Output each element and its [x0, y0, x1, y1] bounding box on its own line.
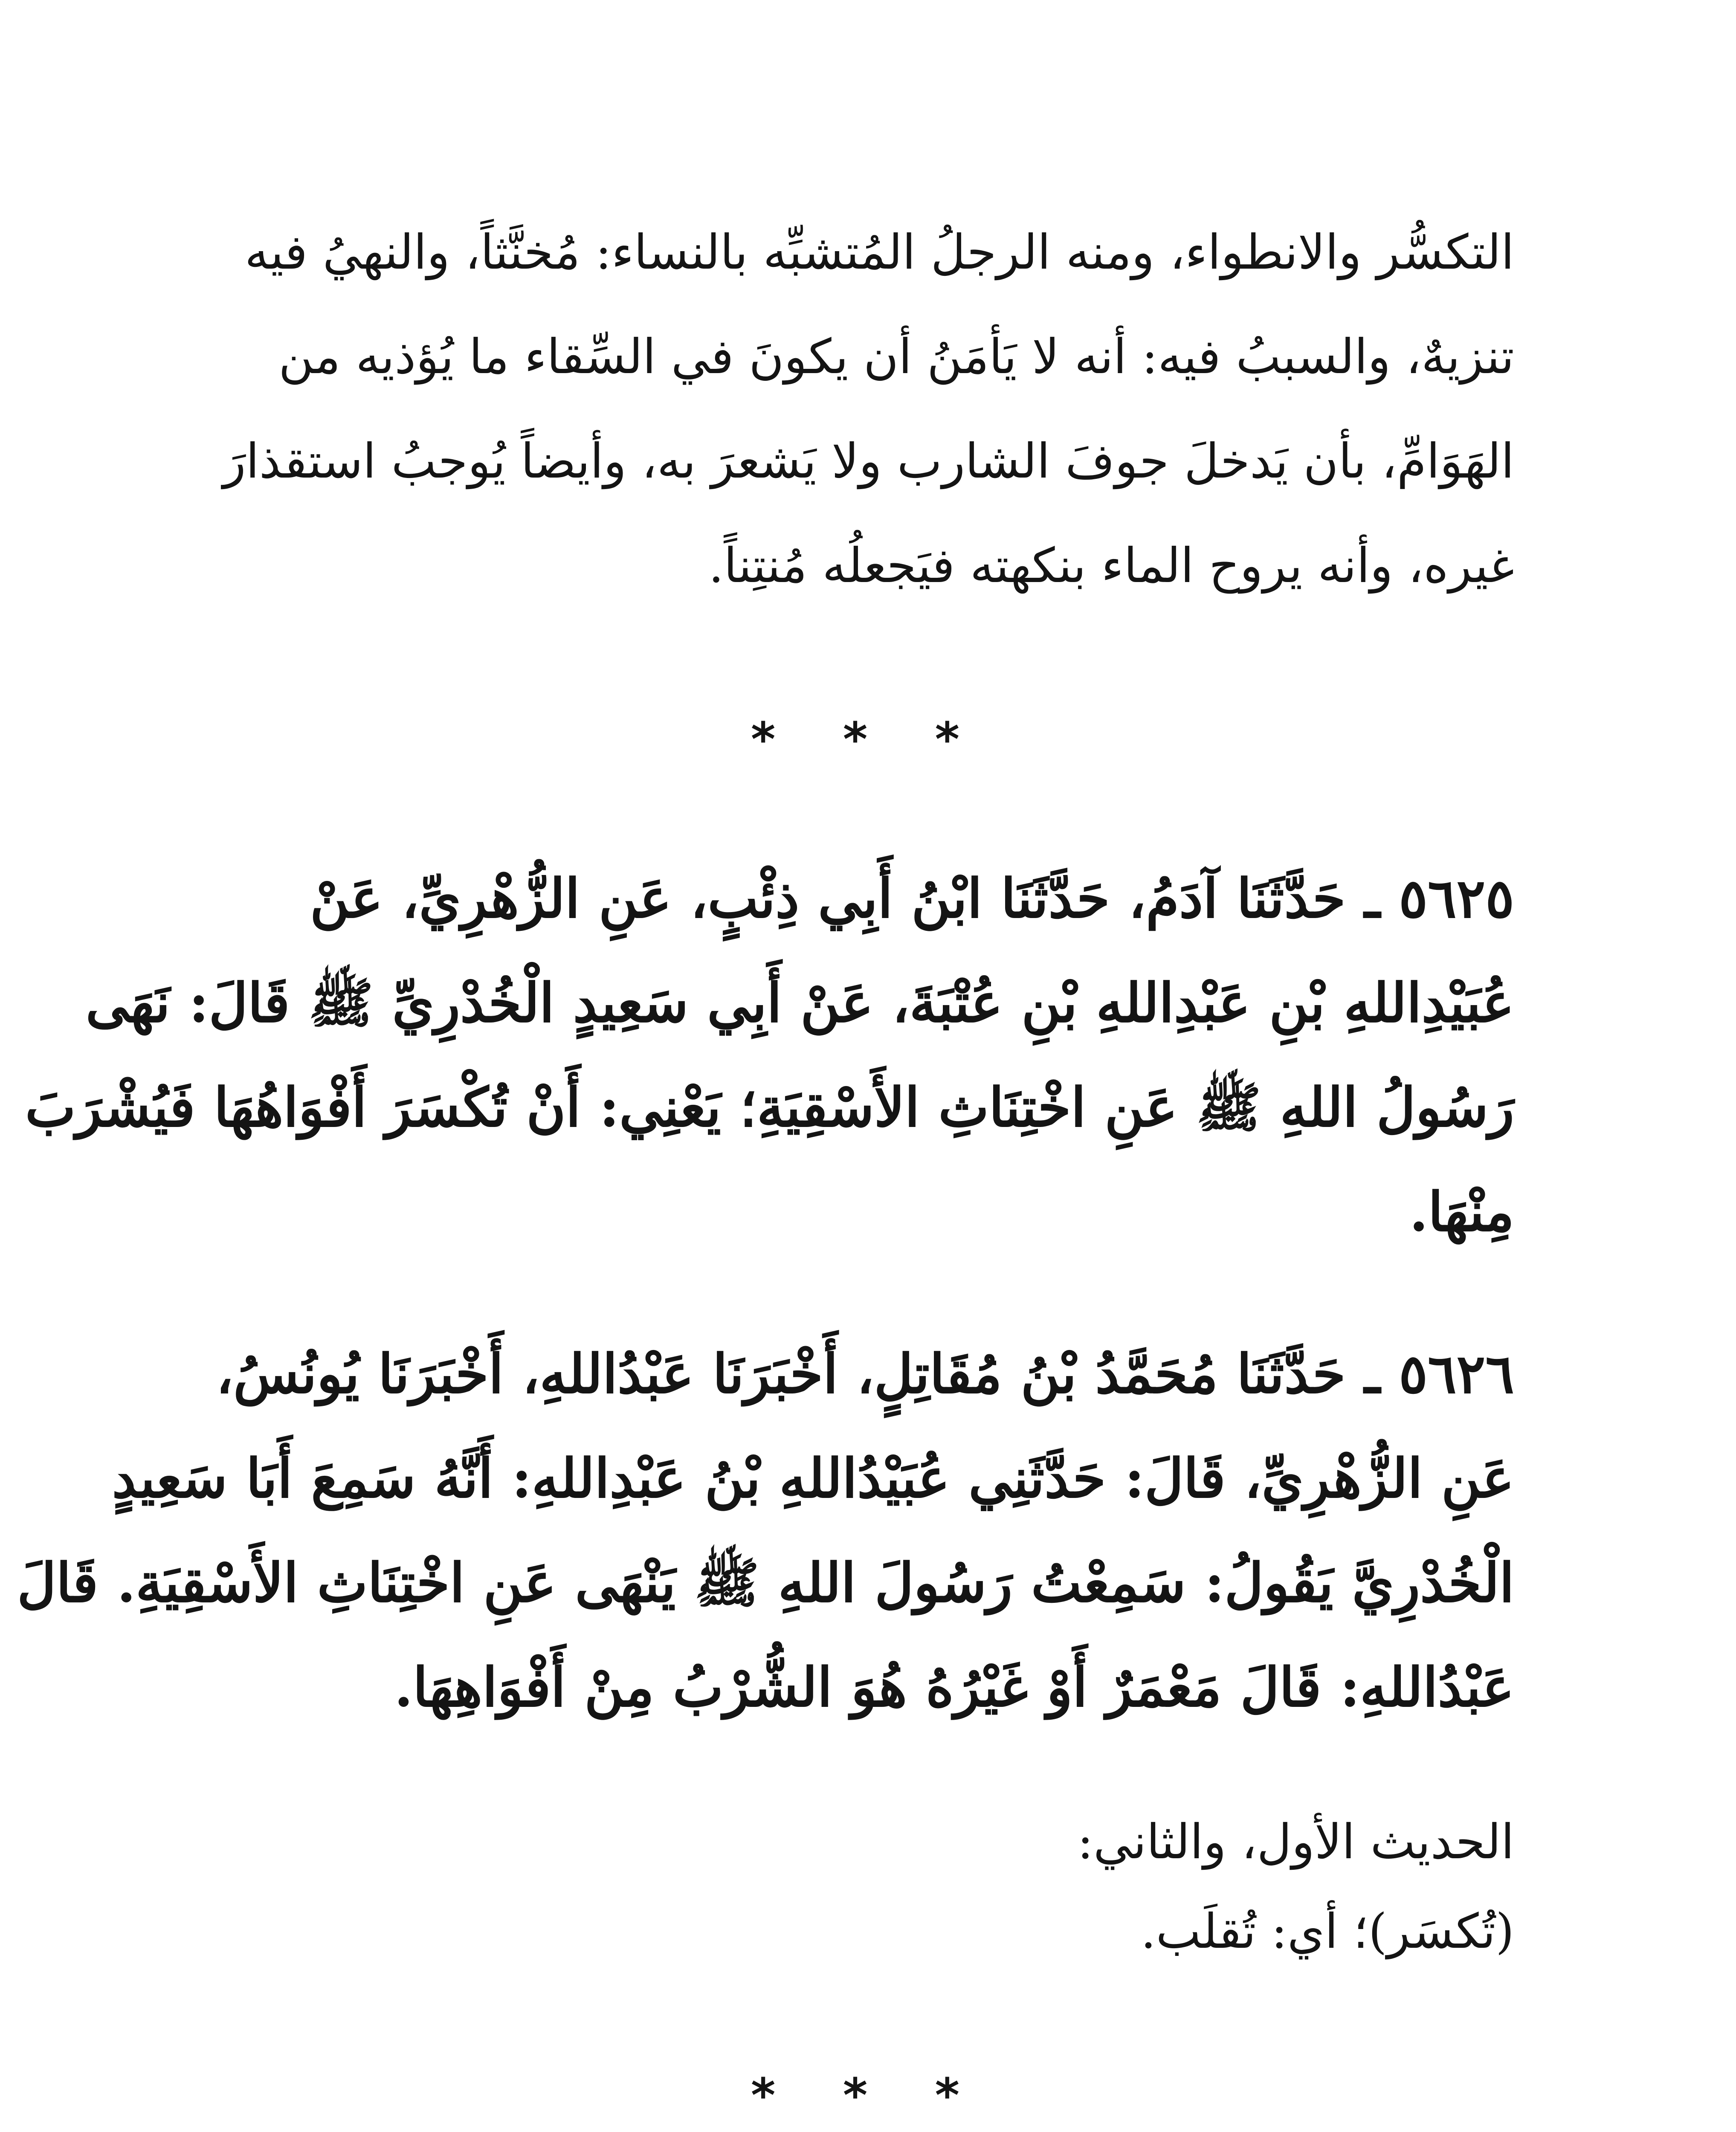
hadith-5626 — [17, 1322, 1514, 1740]
hadith-line: ٥٦٢٥ ـ حَدَّثَنَا آدَمُ، حَدَّثَنَا ابْنُ أَبِي ذِئْبٍ، عَنِ الزُّهْرِيِّ، عَنْ — [310, 867, 1514, 930]
hadith-line: ٥٦٢٦ ـ حَدَّثَنَا مُحَمَّدُ بْنُ مُقَاتِلٍ، أَخْبَرَنَا عَبْدُاللهِ، أَخْبَرَنَا يُونُسُ، — [216, 1342, 1514, 1405]
hadith-line: عُبَيْدِاللهِ بْنِ عَبْدِاللهِ بْنِ عُتْبَةَ، عَنْ أَبِي سَعِيدٍ الْخُدْرِيِّ ﷺ قَالَ: نَهَى — [85, 971, 1514, 1034]
commentary-line: غيره، وأنه يروح الماء بنكهته فيَجعلُه مُنتِناً. — [708, 538, 1514, 594]
hadith-line: مِنْهَا. — [1409, 1180, 1514, 1243]
section-separator: * * * — [751, 2068, 985, 2123]
hadith-line: عَبْدُاللهِ: قَالَ مَعْمَرٌ أَوْ غَيْرُهُ هُوَ الشُّرْبُ مِنْ أَفْوَاهِهَا. — [394, 1656, 1514, 1719]
commentary-line: تنزيهٌ، والسببُ فيه: أنه لا يَأمَنُ أن يكونَ في السِّقاء ما يُؤذيه من — [278, 329, 1514, 385]
hadith-line: رَسُولُ اللهِ ﷺ عَنِ اخْتِنَاثِ الأَسْقِيَةِ؛ يَعْنِي: أَنْ تُكْسَرَ أَفْوَاهُهَا فَيُشْرَبَ — [25, 1076, 1514, 1139]
explanation-note — [235, 1797, 1514, 1976]
section-separator: * * * — [751, 712, 985, 767]
commentary-line: الهَوَامِّ، بأن يَدخلَ جوفَ الشارب ولا يَشعرَ به، وأيضاً يُوجبُ استقذارَ — [223, 434, 1514, 489]
commentary-paragraph — [223, 200, 1514, 618]
note-line: (تُكسَر)؛ أي: تُقلَب. — [1141, 1904, 1514, 1959]
hadith-5625 — [25, 846, 1514, 1264]
commentary-line: التكسُّر والانطواء، ومنه الرجلُ المُتشبِّه بالنساء: مُخنَّثاً، والنهيُ فيه — [244, 225, 1514, 280]
hadith-line: الْخُدْرِيَّ يَقُولُ: سَمِعْتُ رَسُولَ اللهِ ﷺ يَنْهَى عَنِ اخْتِنَاثِ الأَسْقِيَةِ. قَالَ — [17, 1551, 1514, 1614]
note-heading: الحديث الأول، والثاني: — [1077, 1814, 1514, 1870]
hadith-line: عَنِ الزُّهْرِيِّ، قَالَ: حَدَّثَنِي عُبَيْدُاللهِ بْنُ عَبْدِاللهِ: أَنَّهُ سَمِعَ أَبَا سَعِيدٍ — [112, 1447, 1514, 1510]
